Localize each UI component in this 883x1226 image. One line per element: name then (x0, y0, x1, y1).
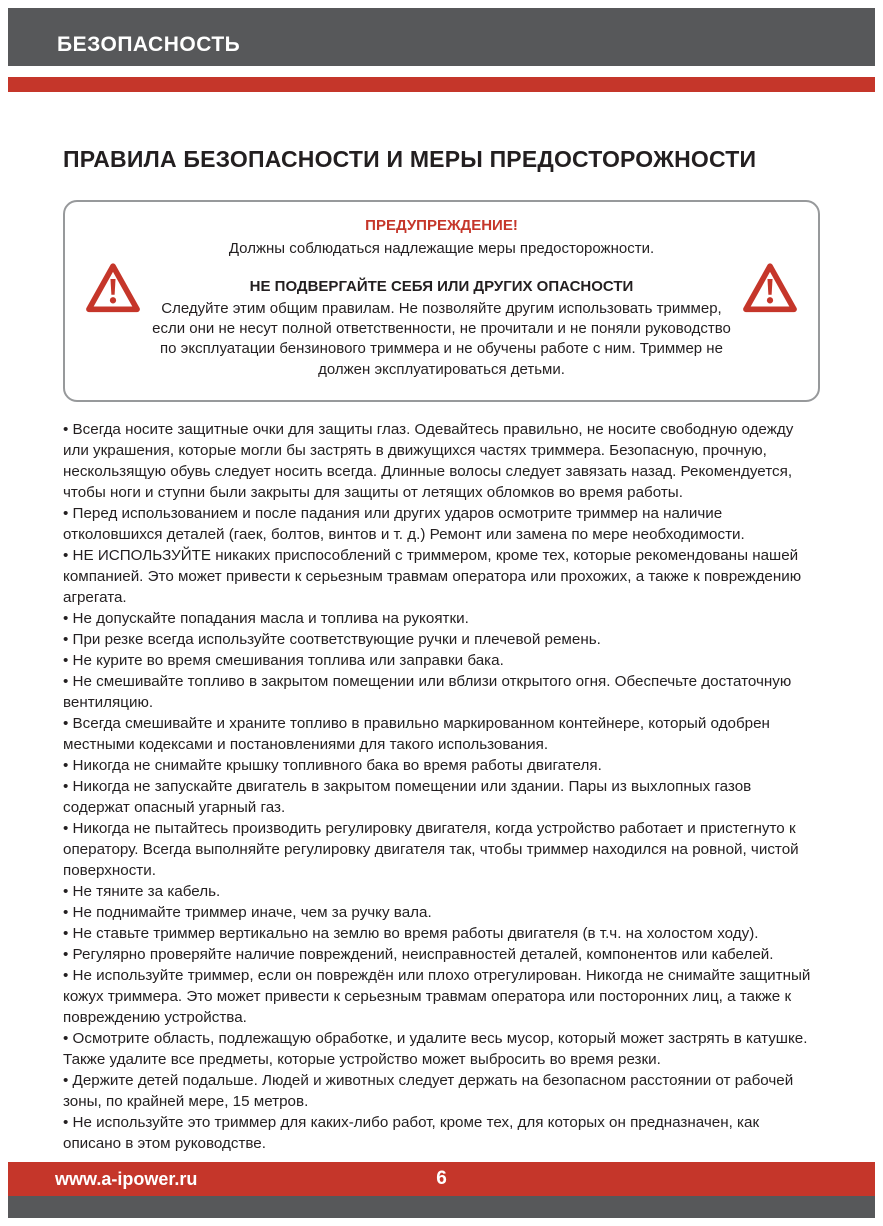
warning-intro: Должны соблюдаться надлежащие меры предосторожности. (228, 240, 655, 258)
rule-item: • Не используйте триммер, если он повреждён или плохо отрегулирован. Никогда не снимайте защитный кожух триммера. Это может привести к серьезным травмам оператора или посторонних лиц, а также к повреждению устройства. (63, 965, 820, 1028)
header-bar (8, 8, 875, 66)
warning-body: Следуйте этим общим правилам. Не позволяйте другим использовать триммер, если они не несут полной ответственности, не прочитали и не поняли руководство по эксплуатации бензинового триммера и не обучены работе с ним. Триммер не должен эксплуатироваться детьми. (152, 299, 731, 378)
rule-item: • Не ставьте триммер вертикально на землю во время работы двигателя (в т.ч. на холостом ходу). (63, 923, 820, 944)
page-number: 6 (436, 1168, 447, 1189)
rule-item: • Всегда носите защитные очки для защиты глаз. Одевайтесь правильно, не носите свободную одежду или украшения, которые могли бы застрять в движущихся частях триммера. Безопасную, прочную, нескользящую обувь следует носить всегда. Длинные волосы следует завязать назад. Рекомендуется, чтобы ноги и ступни были закрыты для защиты от летящих обломков во время работы. (63, 419, 820, 503)
rule-item: • При резке всегда используйте соответствующие ручки и плечевой ремень. (63, 629, 820, 650)
footer-url: www.a-ipower.ru (55, 1168, 198, 1189)
warning-box (63, 200, 820, 402)
warning-heading: ПРЕДУПРЕЖДЕНИЕ! (365, 217, 518, 234)
page-title: ПРАВИЛА БЕЗОПАСНОСТИ И МЕРЫ ПРЕДОСТОРОЖНОСТИ (63, 146, 757, 172)
section-title: БЕЗОПАСНОСТЬ (57, 33, 241, 56)
rule-item: • Перед использованием и после падания или других ударов осмотрите триммер на наличие отколовшихся деталей (гаек, болтов, винтов и т. д.) Ремонт или замена по мере необходимости. (63, 503, 820, 545)
rule-item: • Не используйте это триммер для каких-либо работ, кроме тех, для которых он предназначен, как описано в этом руководстве. (63, 1112, 820, 1154)
warning-triangle-icon (85, 262, 141, 314)
rule-item: • Осмотрите область, подлежащую обработке, и удалите весь мусор, который может застрять в катушке. Также удалите все предметы, которые устройство может выбросить во время резки. (63, 1028, 820, 1070)
warning-triangle-icon (742, 262, 798, 314)
accent-divider (8, 77, 875, 92)
rule-item: • Не поднимайте триммер иначе, чем за ручку вала. (63, 902, 820, 923)
rule-item: • Не тяните за кабель. (63, 881, 820, 902)
rule-item: • Регулярно проверяйте наличие повреждений, неисправностей деталей, компонентов или кабелей. (63, 944, 820, 965)
page-content (8, 146, 875, 1154)
rule-item: • Не смешивайте топливо в закрытом помещении или вблизи открытого огня. Обеспечьте достаточную вентиляцию. (63, 671, 820, 713)
safety-rules-list (63, 419, 820, 1154)
rule-item: • НЕ ИСПОЛЬЗУЙТЕ никаких приспособлений с триммером, кроме тех, которые рекомендованы нашей компанией. Это может привести к серьезным травмам оператора или прохожих, а также к повреждению агрегата. (63, 545, 820, 608)
rule-item: • Держите детей подальше. Людей и животных следует держать на безопасном расстоянии от рабочей зоны, по крайней мере, 15 метров. (63, 1070, 820, 1112)
rule-item: • Всегда смешивайте и храните топливо в правильно маркированном контейнере, который одобрен местными кодексами и постановлениями для такого использования. (63, 713, 820, 755)
warning-subheading: НЕ ПОДВЕРГАЙТЕ СЕБЯ ИЛИ ДРУГИХ ОПАСНОСТИ (249, 277, 634, 295)
footer-bottom-bar (8, 1196, 875, 1218)
rule-item: • Не курите во время смешивания топлива или заправки бака. (63, 650, 820, 671)
footer-bar (8, 1162, 875, 1196)
rule-item: • Никогда не снимайте крышку топливного бака во время работы двигателя. (63, 755, 820, 776)
rule-item: • Никогда не пытайтесь производить регулировку двигателя, когда устройство работает и пристегнуто к оператору. Всегда выполняйте регулировку двигателя так, чтобы триммер находился на ровной, чистой поверхности. (63, 818, 820, 881)
rule-item: • Никогда не запускайте двигатель в закрытом помещении или здании. Пары из выхлопных газов содержат опасный угарный газ. (63, 776, 820, 818)
rule-item: • Не допускайте попадания масла и топлива на рукоятки. (63, 608, 820, 629)
